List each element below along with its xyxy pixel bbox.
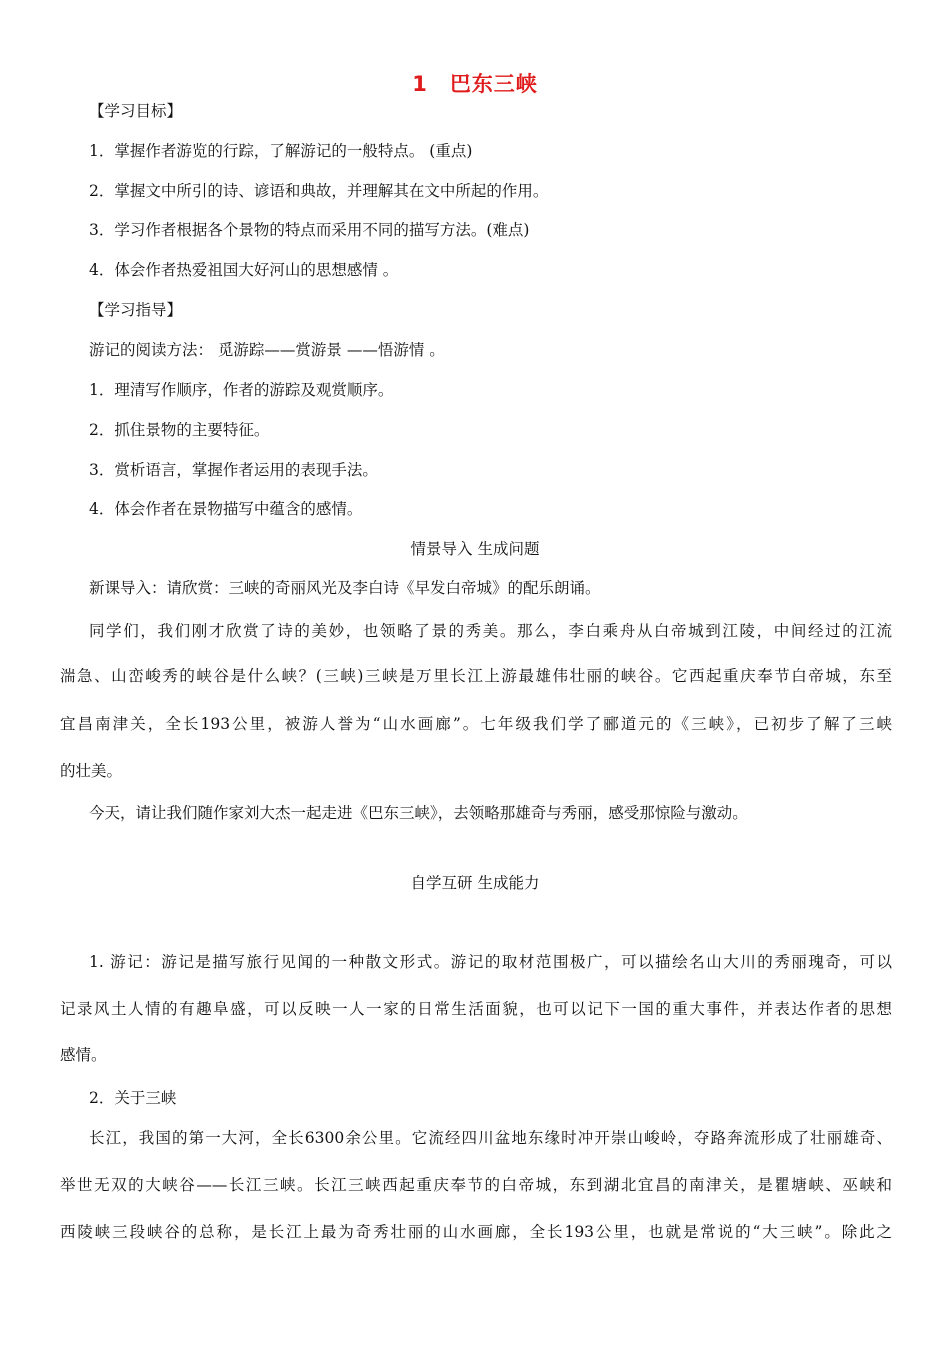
intro-para1-line4: 的壮美。 [60, 762, 123, 780]
intro-para1-line3: 宜昌南津关，全长193公里，被游人誉为“山水画廊”。七年级我们学了郦道元的《三峡》，已初步了解了三峡 [60, 715, 892, 733]
intro-para2: 今天，请让我们随作家刘大杰一起走进《巴东三峡》，去领略那雄奇与秀丽，感受那惊险与激动。 [89, 804, 748, 822]
goals-heading: 【学习目标】 [89, 102, 183, 120]
intro-heading: 情景导入 生成问题 [410, 540, 540, 558]
goal-item-4: 4．体会作者热爱祖国大好河山的思想感情 。 [89, 261, 399, 279]
study-item1-line1: 1. 游记：游记是描写旅行见闻的一种散文形式。游记的取材范围极广，可以描绘名山大川的秀丽瑰奇，可以 [89, 953, 892, 971]
page-title [0, 68, 950, 98]
study-item1-line3: 感情。 [60, 1046, 107, 1064]
intro-para1-line1: 同学们，我们刚才欣赏了诗的美妙，也领略了景的秀美。那么，李白乘舟从白帝城到江陵，中间经过的江流 [89, 622, 892, 640]
goal-item-3: 3．学习作者根据各个景物的特点而采用不同的描写方法。(难点) [89, 221, 530, 239]
goal-item-2: 2．掌握文中所引的诗、谚语和典故，并理解其在文中所起的作用。 [89, 182, 549, 200]
guide-item-2: 2．抓住景物的主要特征。 [89, 421, 270, 439]
intro-lead: 新课导入：请欣赏：三峡的奇丽风光及李白诗《早发白帝城》的配乐朗诵。 [89, 579, 601, 597]
study-item2-line3: 西陵峡三段峡谷的总称，是长江上最为奇秀壮丽的山水画廊，全长193公里，也就是常说的“大三峡”。除此之 [60, 1223, 892, 1241]
guide-item-1: 1．理清写作顺序，作者的游踪及观赏顺序。 [89, 381, 394, 399]
intro-para1-line2: 湍急、山峦峻秀的峡谷是什么峡？(三峡)三峡是万里长江上游最雄伟壮丽的峡谷。它西起重庆奉节白帝城，东至 [60, 667, 892, 685]
study-item2-heading: 2．关于三峡 [89, 1089, 177, 1107]
goal-item-1: 1．掌握作者游览的行踪，了解游记的一般特点。 (重点) [89, 142, 473, 160]
lesson-number: 1 [412, 72, 428, 96]
guide-heading: 【学习指导】 [89, 301, 183, 319]
study-heading: 自学互研 生成能力 [410, 874, 540, 892]
study-item2-line1: 长江，我国的第一大河，全长6300余公里。它流经四川盆地东缘时冲开崇山峻岭，夺路奔流形成了壮丽雄奇、 [89, 1129, 892, 1147]
guide-item-4: 4．体会作者在景物描写中蕴含的感情。 [89, 500, 363, 518]
study-item2-line2: 举世无双的大峡谷——长江三峡。长江三峡西起重庆奉节的白帝城，东到湖北宜昌的南津关，是瞿塘峡、巫峡和 [60, 1176, 892, 1194]
guide-item-3: 3．赏析语言，掌握作者运用的表现手法。 [89, 461, 378, 479]
guide-intro: 游记的阅读方法： 觅游踪——赏游景 ——悟游情 。 [89, 341, 445, 359]
lesson-title: 巴东三峡 [449, 72, 538, 96]
study-item1-line2: 记录风土人情的有趣阜盛，可以反映一人一家的日常生活面貌，也可以记下一国的重大事件，并表达作者的思想 [60, 1000, 892, 1018]
